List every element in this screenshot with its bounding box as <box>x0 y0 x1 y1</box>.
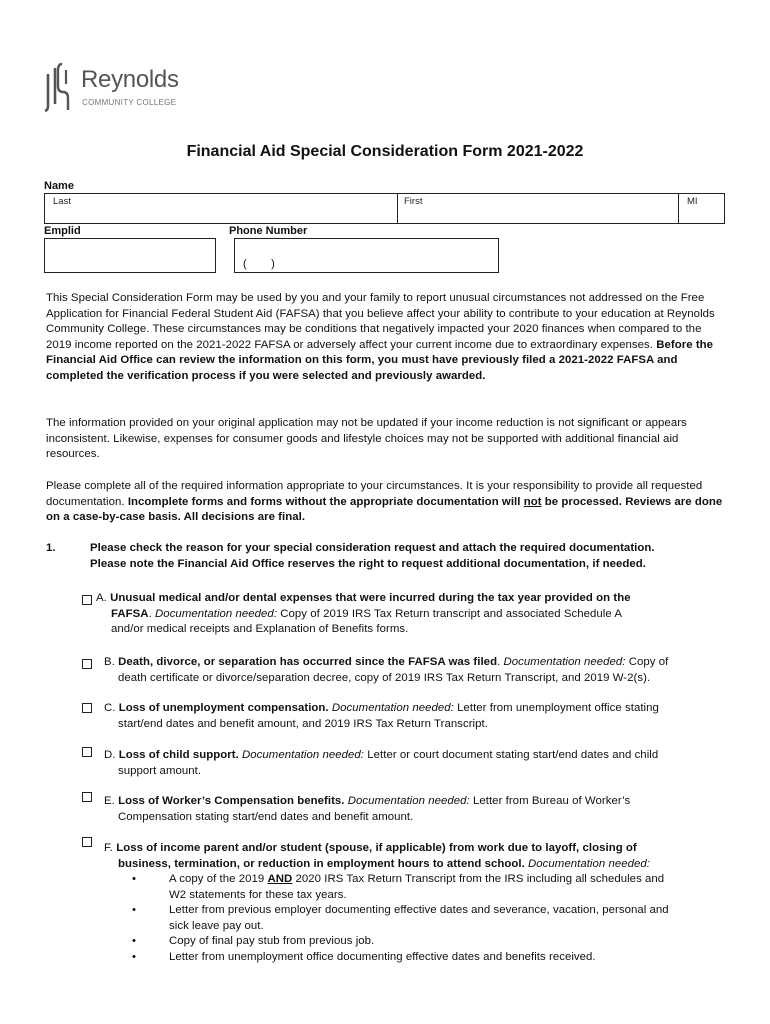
bullet-item-continued: W2 statements for these tax years. <box>169 888 347 901</box>
bullet-item: • Letter from previous employer documenting effective dates and severance, vacation, personal and <box>132 904 669 917</box>
bullet-item-continued: sick leave pay out. <box>169 919 264 932</box>
option-f: F. Loss of income parent and/or student (spouse, if applicable) from work due to layoff, closing of business, termination, or reduction in employment hours to attend school. Documentation needed: <box>104 842 651 870</box>
option-f-checkbox[interactable] <box>82 834 92 852</box>
logo-name: Reynolds <box>81 66 179 93</box>
section-1-number: 1. <box>46 542 56 554</box>
form-title: Financial Aid Special Consideration Form 2021-2022 <box>186 143 584 160</box>
phone-placeholder: ( ) <box>243 258 275 270</box>
option-e-checkbox[interactable] <box>82 789 92 807</box>
phone-label: Phone Number <box>229 225 308 237</box>
middle-initial-field[interactable] <box>678 193 725 224</box>
option-c-title: Loss of unemployment compensation. <box>118 702 329 714</box>
intro-paragraph-3-bold-b: be processed. Reviews are done on a case-by-case basis. All decisions are final. <box>46 495 723 524</box>
first-name-field[interactable] <box>397 193 679 224</box>
option-b-checkbox[interactable] <box>82 656 92 674</box>
not-emphasis: not <box>523 495 542 508</box>
intro-paragraph-3-text: Please complete all of the required information appropriate to your circumstances. It is your responsibility to provide all requested documentation. <box>46 480 703 508</box>
last-name-label: Last <box>53 196 71 207</box>
first-name-label: First <box>404 196 423 207</box>
middle-initial-label: MI <box>687 196 698 207</box>
option-d-title: Loss of child support. <box>118 749 239 761</box>
option-d: D. Loss of child support. Documentation needed: Letter or court document stating start/end dates and child support amount. <box>104 749 659 777</box>
intro-paragraph-1-text: This Special Consideration Form may be used by you and your family to report unusual circumstances not addressed on the Free Application for Financial Federal Student Aid (FAFSA) that you believe affect your ability to contribute to your education at Reynolds Community College. These circumstances may be conditions that negatively impacted your 2020 finances when compared to the 2019 income reported on the 2021-2022 FAFSA or adversely affect your current income due to extraordinary expenses. <box>46 292 715 351</box>
intro-paragraph-2: The information provided on your original application may not be updated if your income reduction is not significant or appears inconsistent. Likewise, expenses for consumer goods and lifestyle choices may not be supported with additional financial aid resources. <box>46 417 687 461</box>
bullet-item: • Copy of final pay stub from previous job. <box>132 935 375 948</box>
option-f-title: Loss of income parent and/or student (spouse, if applicable) from work due to layoff, closing of <box>116 842 637 854</box>
option-b: B. Death, divorce, or separation has occurred since the FAFSA was filed. Documentation needed: Copy of death certificate or divorce/separation decree, copy of 2019 IRS Tax Return Transcript, and 2019 W-2(s). <box>104 656 669 684</box>
option-a-title: Unusual medical and/or dental expenses that were incurred during the tax year provided on the <box>110 592 631 604</box>
option-c: C. Loss of unemployment compensation. Documentation needed: Letter from unemployment office stating start/end dates and benefit amount, and 2019 IRS Tax Return Transcript. <box>104 702 659 730</box>
intro-paragraph-1-bold: Before the Financial Aid Office can review the information on this form, you must have previously filed a 2021-2022 FAFSA and completed the verification process if you were selected and previously awarded. <box>46 338 714 382</box>
option-e: E. Loss of Worker’s Compensation benefits. Documentation needed: Letter from Bureau of Worker’s Compensation stating start/end dates and benefit amount. <box>104 795 631 823</box>
option-d-checkbox[interactable] <box>82 744 92 762</box>
last-name-field[interactable] <box>44 193 398 224</box>
intro-paragraph-3 <box>46 479 726 526</box>
logo-subtitle: COMMUNITY COLLEGE <box>82 98 177 107</box>
section-1-line-1: Please check the reason for your special consideration request and attach the required documentation. <box>90 542 655 554</box>
intro-paragraph-3-bold-a: Incomplete forms and forms without the appropriate documentation will <box>127 495 524 508</box>
college-logo <box>44 60 204 112</box>
bullet-item: • A copy of the 2019 AND 2020 IRS Tax Return Transcript from the IRS including all schedules and <box>132 873 665 885</box>
bullet-item: • Letter from unemployment office documenting effective dates and benefits received. <box>132 950 596 963</box>
option-a-checkbox[interactable] <box>82 592 92 610</box>
section-1-line-2: Please note the Financial Aid Office reserves the right to request additional documentation, if needed. <box>90 557 647 570</box>
intro-paragraph-1 <box>46 291 726 385</box>
option-e-title: Loss of Worker’s Compensation benefits. <box>118 795 345 807</box>
option-c-checkbox[interactable] <box>82 700 92 718</box>
option-b-title: Death, divorce, or separation has occurred since the FAFSA was filed <box>118 656 498 668</box>
section-1-instructions <box>90 541 730 572</box>
phone-field[interactable] <box>234 238 499 273</box>
emplid-field[interactable] <box>44 238 216 273</box>
option-f-bullets <box>132 872 732 966</box>
name-label: Name <box>44 180 74 192</box>
option-a: A. Unusual medical and/or dental expenses that were incurred during the tax year provided on the FAFSA. Documentation needed: Copy of 2019 IRS Tax Return transcript and associated Schedule A and/or medical receipts and Explanation of Benefits forms. <box>96 592 631 636</box>
reynolds-logo-icon <box>44 60 74 112</box>
emplid-label: Emplid <box>44 225 81 237</box>
